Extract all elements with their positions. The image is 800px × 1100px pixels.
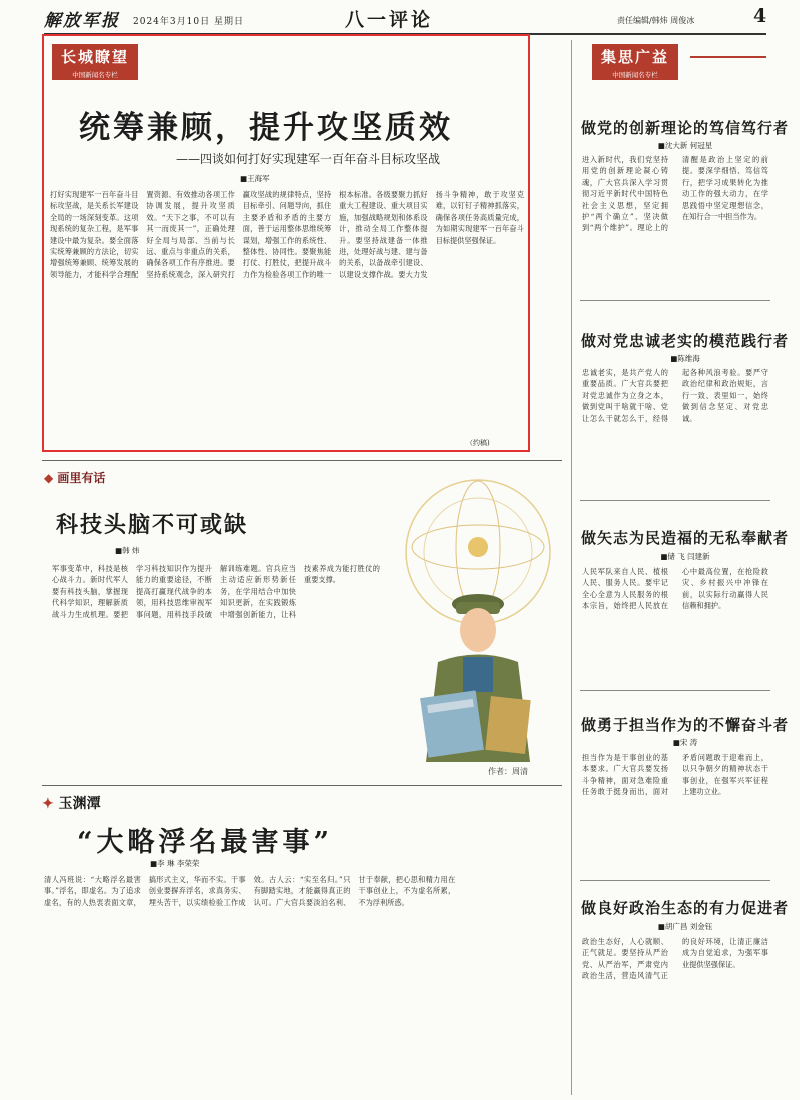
dateline: 2024年3月10日 星期日 [133,17,244,27]
mid-title: 科技头脑不可或缺 [56,512,249,538]
editors: 责任编辑/韩炜 周俊冰 [617,16,695,25]
right-article-1-body: 进入新时代，我们党坚持用党的创新理论凝心铸魂，广大官兵深入学习贯彻习近平新时代中国特色社会主义思想，坚定拥护“两个确立”、坚决做到“两个维护”。理论上的清醒是政治上坚定的前提。要深学细悟、笃信笃行，把学习成果转化为推动工作的强大动力，在学思践悟中坚定理想信念，在知行合一中担当作为。 [582,155,768,233]
bottom-author: ■李 琳 李荣荣 [150,859,200,868]
right-article-4-body: 担当作为是干事创业的基本要求。广大官兵要发扬斗争精神，面对急难险重任务敢于挺身而出，面对矛盾问题敢于迎难而上，以只争朝夕的精神状态干事创业，在强军兴军征程上建功立业。 [582,753,768,797]
cartoon-illustration [368,472,558,780]
right-article-1-title: 做党的创新理论的笃信笃行者 [580,119,789,137]
bullet-icon: ◆ [44,471,58,485]
column-banner-hua: ◆ 画里有话 [44,471,106,485]
right-article-3-title: 做矢志为民造福的无私奉献者 [580,529,789,547]
mid-author: ■韩 炜 [115,546,140,555]
right-article-5-title: 做良好政治生态的有力促进者 [580,899,789,917]
mid-body: 军事变革中，科技是核心战斗力。新时代军人要有科技头脑，掌握现代科学知识，理解新质战斗力生成机理。要把学习科技知识作为提升能力的重要途径，不断提高打赢现代战争的本领，用科技思维审视军事问题，用科技手段破解训练难题。官兵应当主动适应新形势新任务，在学用结合中加快知识更新，在实践锻炼中增强创新能力，让科技素养成为能打胜仗的重要支撑。 [52,564,380,619]
lead-author: ■王海军 [240,174,270,183]
divider [580,300,770,301]
right-article-1-author: ■沈大新 何冠星 [657,141,713,150]
page-number: 4 [753,5,767,27]
lead-title: 统筹兼顾，提升攻坚质效 [79,110,453,146]
column-banner-sub: 中国新闻名专栏 [52,70,138,80]
column-divider [571,40,572,1095]
right-article-2-author: ■陈维海 [670,354,700,363]
right-article-2-title: 做对党忠诚老实的模范践行者 [580,332,789,350]
divider [42,460,562,461]
divider [42,785,562,786]
right-article-5-author: ■胡广昌 刘金钰 [657,922,713,931]
divider [580,690,770,691]
section-title: 八一评论 [345,9,434,31]
column-banner-sub-right: 中国新闻名专栏 [592,70,678,80]
right-article-3-author: ■储 飞 闫建新 [660,552,710,561]
banner-line [690,56,766,58]
lead-note: （约稿) [466,439,490,447]
column-banner-yuyuantan: ✦ 玉渊潭 [42,796,101,812]
column-banner-jisi: 集思广益 [592,44,678,70]
illustration-credit: 作者：周清 [488,767,528,776]
bottom-body: 清人冯班说：“大略浮名最害事。”浮名，即虚名。为了追求虚名，有的人热衷表面文章，搞形式主义，华而不实。干事创业要摒弃浮名，求真务实、埋头苦干，以实绩检验工作成效。古人云：“实至名归。”只有脚踏实地，才能赢得真正的认可。广大官兵要淡泊名利、甘于奉献，把心思和精力用在干事创业上，不为虚名所累，不为浮利所惑。 [44,875,456,907]
lead-subtitle: ——四谈如何打好实现建军一百年奋斗目标攻坚战 [175,152,440,166]
right-article-3-body: 人民军队来自人民、植根人民、服务人民。要牢记全心全意为人民服务的根本宗旨，始终把人民放在心中最高位置，在抢险救灾、乡村振兴中冲锋在前，以实际行动赢得人民信赖和拥护。 [582,567,768,611]
divider [580,500,770,501]
right-article-4-title: 做勇于担当作为的不懈奋斗者 [580,716,789,734]
bottom-title: “大略浮名最害事” [76,827,334,858]
soldier-figure-icon [420,594,531,762]
divider [580,880,770,881]
masthead: 解放军报 [44,11,120,31]
star-icon: ✦ [42,796,59,812]
column-banner-changcheng: 长城瞭望 [52,44,138,70]
right-article-4-author: ■宋 涛 [672,738,698,747]
lead-body: 打好实现建军一百年奋斗目标攻坚战，是关系长军建设全局的一场深刻变革。这项现系统的复杂工程，是军事建设中最为复杂。要全面落实统筹兼顾的方法论，切实增强统筹兼顾、统筹发展的领导能力，才能科学合理配置资源、有效推动各项工作协调发展，提升攻坚质效。“天下之事，不可以有其一而废其一”，正确处理好全局与局部、当前与长远、重点与非重点的关系，确保各项工作有序推进。要坚持系统观念，深入研究打赢攻坚战的规律特点，坚持目标牵引、问题导向，抓住主要矛盾和矛盾的主要方面，善于运用整体思维统筹谋划，增强工作的系统性、整体性、协同性。要聚焦能打仗、打胜仗，把提升战斗力作为检验各项工作的唯一根本标准。各级要聚力抓好重大工程建设、重大项目实施，加强战略规划和体系设计，推动全局工作整体提升。要坚持战建备一体推进，处理好战与建、建与备的关系，以备战牵引建设、以建设支撑作战。要大力发扬斗争精神，敢于攻坚克难，以钉钉子精神抓落实，确保各项任务高质量完成，为如期实现建军一百年奋斗目标提供坚强保证。 [50,190,524,279]
right-article-5-body: 政治生态好，人心就顺、正气就足。要坚持从严治党、从严治军，严肃党内政治生活，营造风清气正的良好环境，让清正廉洁成为自觉追求，为强军事业提供坚强保证。 [582,937,768,981]
right-article-2-body: 忠诚老实，是共产党人的重要品质。广大官兵要把对党忠诚作为立身之本，做到党叫干啥就干啥、党让怎么干就怎么干，经得起各种风浪考验。要严守政治纪律和政治规矩，言行一致、表里如一，始终做到信念坚定、对党忠诚。 [582,368,768,423]
